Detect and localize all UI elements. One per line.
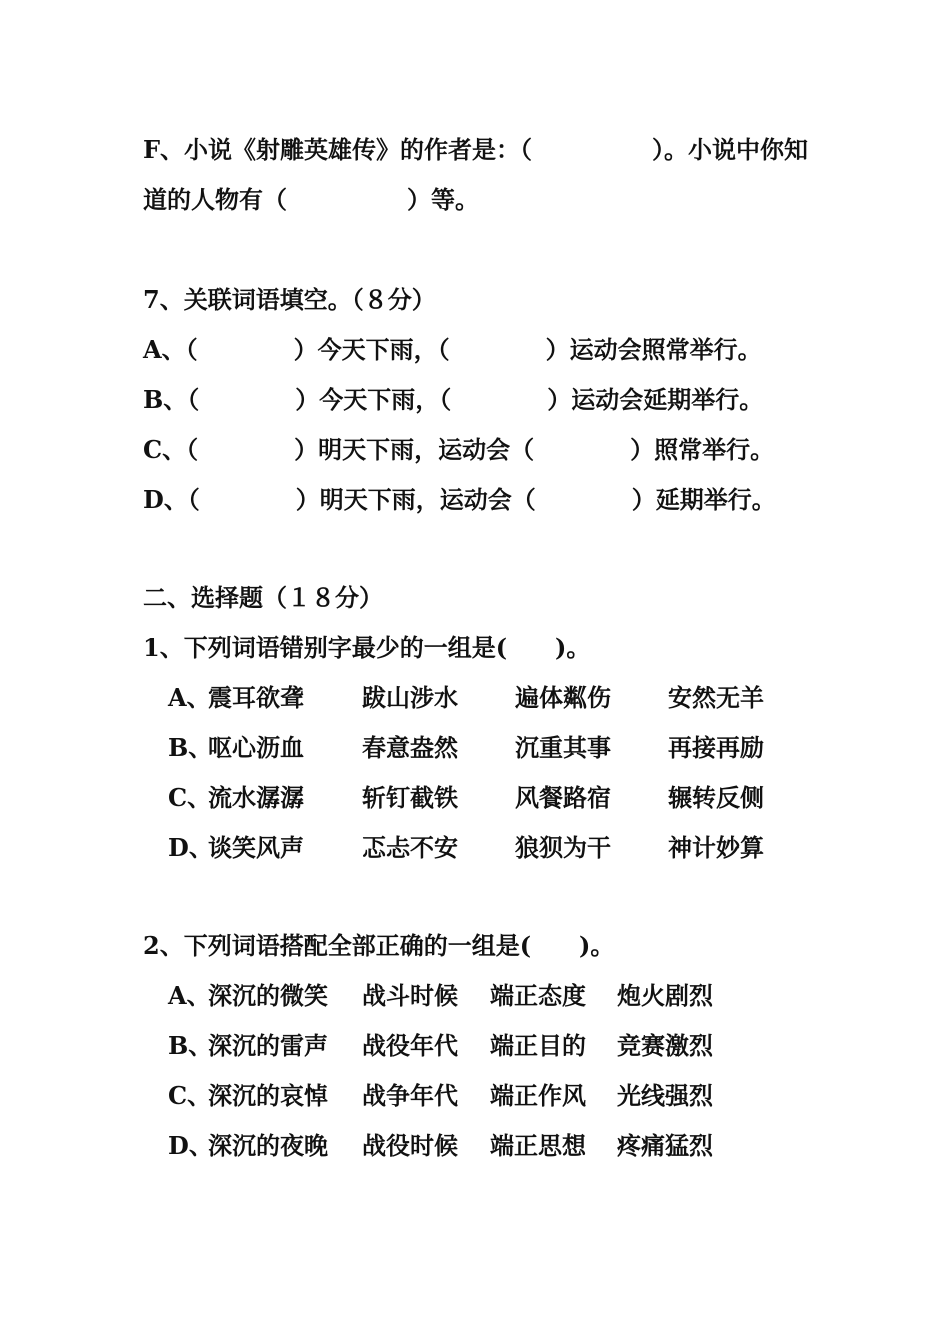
option-word: 战争年代 bbox=[362, 1081, 458, 1110]
q6f-line-2: 道的人物有（ ）等。 bbox=[143, 185, 479, 214]
option-word: 神计妙算 bbox=[668, 833, 764, 862]
option-label: C、 bbox=[168, 783, 212, 812]
option-label: D、 bbox=[168, 1131, 213, 1160]
option-word: 深沉的微笑 bbox=[208, 981, 328, 1010]
option-word: 风餐路宿 bbox=[515, 783, 611, 812]
option-word: 端正态度 bbox=[490, 981, 586, 1010]
option-word: 辗转反侧 bbox=[668, 783, 764, 812]
option-word: 狼狈为干 bbox=[515, 833, 611, 862]
q6f-line-1: F、小说《射雕英雄传》的作者是：（ ）。小说中你知 bbox=[143, 135, 809, 164]
option-label: B、 bbox=[168, 1031, 213, 1060]
option-word: 光线强烈 bbox=[617, 1081, 713, 1110]
option-word: 战斗时候 bbox=[362, 981, 458, 1010]
option-word: 深沉的哀悼 bbox=[208, 1081, 328, 1110]
q7-item-b: B、（ ）今天下雨，（ ）运动会延期举行。 bbox=[143, 385, 764, 414]
q7-item-d: D、（ ）明天下雨，运动会（ ）延期举行。 bbox=[143, 485, 776, 514]
option-word: 呕心沥血 bbox=[208, 733, 304, 762]
option-word: 疼痛猛烈 bbox=[617, 1131, 713, 1160]
option-label: D、 bbox=[168, 833, 213, 862]
option-label: C、 bbox=[168, 1081, 212, 1110]
option-word: 遍体粼伤 bbox=[515, 683, 611, 712]
option-word: 春意盎然 bbox=[362, 733, 458, 762]
option-word: 端正作风 bbox=[490, 1081, 586, 1110]
q7-item-c: C、（ ）明天下雨，运动会（ ）照常举行。 bbox=[143, 435, 775, 464]
option-label: B、 bbox=[168, 733, 213, 762]
option-word: 端正思想 bbox=[490, 1131, 586, 1160]
q7-item-a: A、（ ）今天下雨，（ ）运动会照常举行。 bbox=[143, 335, 762, 364]
option-word: 安然无羊 bbox=[668, 683, 764, 712]
option-word: 斩钉截铁 bbox=[362, 783, 458, 812]
option-label: A、 bbox=[168, 981, 211, 1010]
option-word: 流水潺潺 bbox=[208, 783, 304, 812]
option-word: 深沉的雷声 bbox=[208, 1031, 328, 1060]
section2-title: 二、选择题（１８分） bbox=[143, 583, 383, 612]
option-word: 战役年代 bbox=[362, 1031, 458, 1060]
option-word: 谈笑风声 bbox=[208, 833, 304, 862]
option-word: 跋山涉水 bbox=[362, 683, 458, 712]
s2-q2-prompt: 2、下列词语搭配全部正确的一组是( )。 bbox=[143, 931, 615, 960]
option-word: 忑忐不安 bbox=[362, 833, 458, 862]
option-word: 战役时候 bbox=[362, 1131, 458, 1160]
option-word: 端正目的 bbox=[490, 1031, 586, 1060]
option-word: 竞赛激烈 bbox=[617, 1031, 713, 1060]
option-word: 炮火剧烈 bbox=[617, 981, 713, 1010]
option-word: 深沉的夜晚 bbox=[208, 1131, 328, 1160]
option-word: 震耳欲聋 bbox=[208, 683, 304, 712]
s2-q1-prompt: 1、下列词语错别字最少的一组是( )。 bbox=[143, 633, 591, 662]
option-word: 沉重其事 bbox=[515, 733, 611, 762]
q7-title: 7、关联词语填空。（８分） bbox=[143, 285, 436, 314]
option-label: A、 bbox=[168, 683, 211, 712]
option-word: 再接再励 bbox=[668, 733, 764, 762]
